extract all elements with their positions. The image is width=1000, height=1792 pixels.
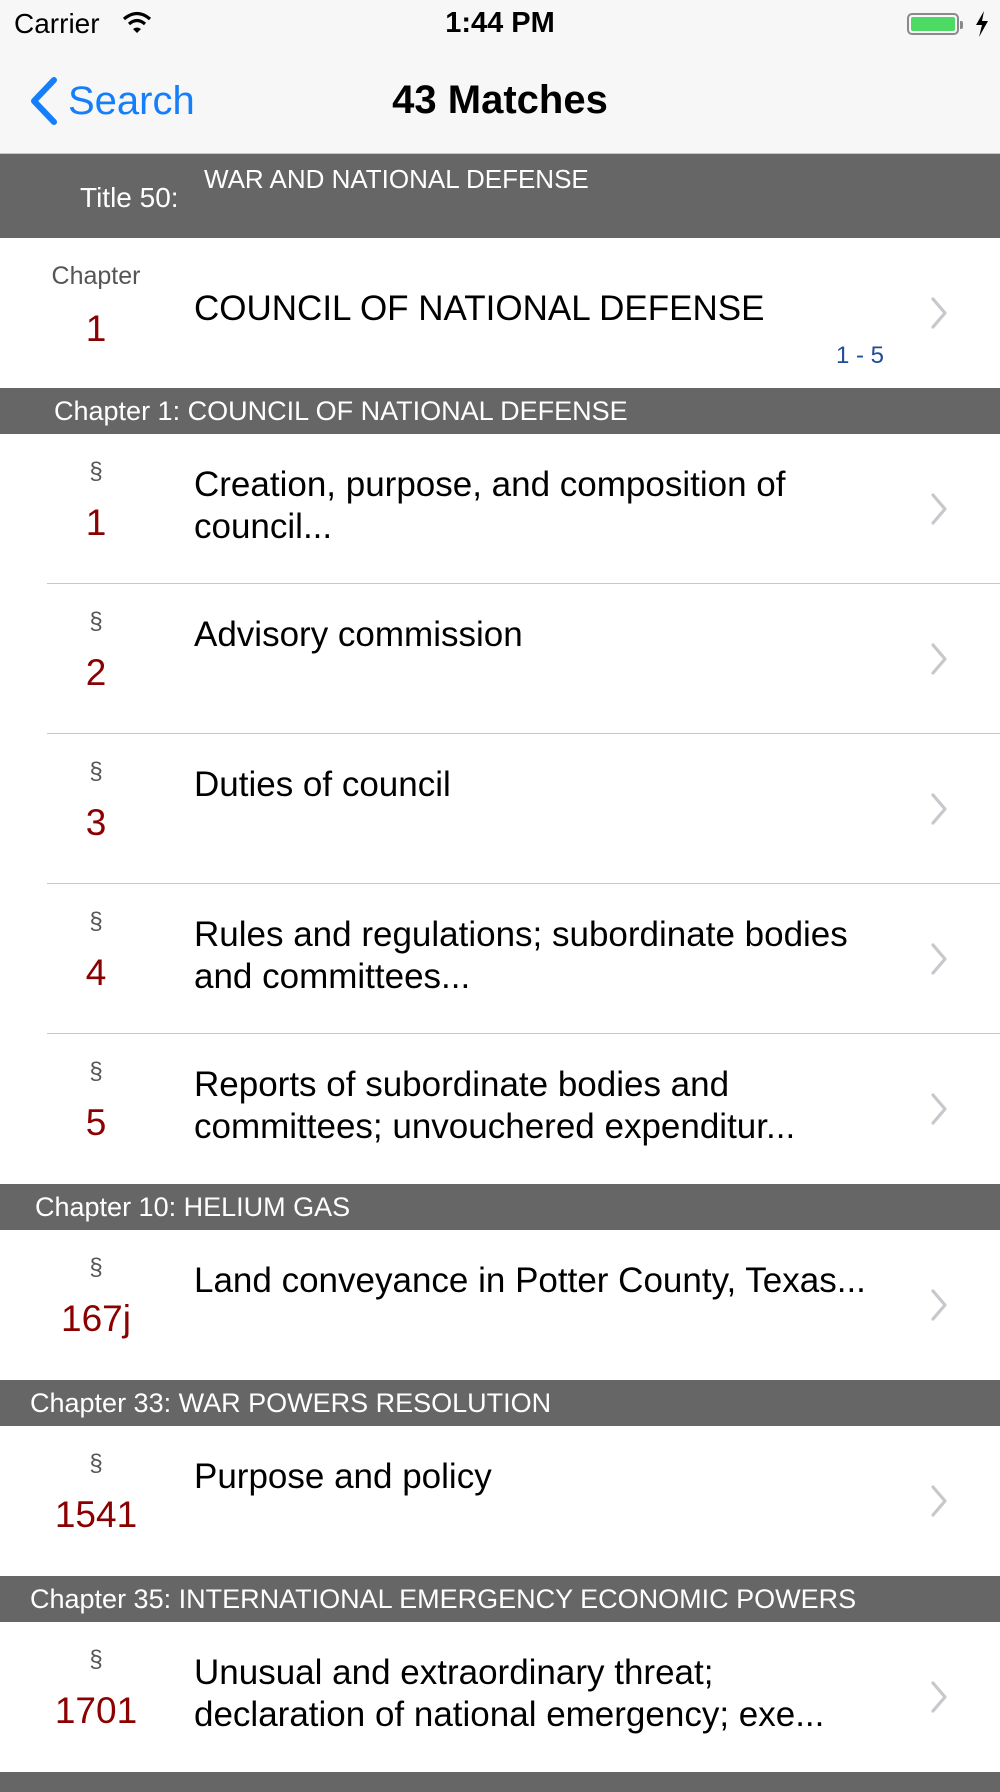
list-item[interactable] [0,884,1000,1034]
section-number: 1 [85,502,107,543]
list-item[interactable] [0,584,1000,734]
section-title: Unusual and extraordinary threat; declaration of national emergency; exe... [194,1653,825,1734]
list-item[interactable] [0,1230,1000,1380]
section-number: 3 [85,802,107,843]
section-header-label: Chapter 1: COUNCIL OF NATIONAL DEFENSE [54,396,628,426]
section-symbol: § [89,1254,103,1281]
section-symbol: § [89,1646,103,1673]
section-range: 1 - 5 [836,342,885,369]
chevron-right-icon [930,296,948,330]
carrier-label: Carrier [14,8,100,39]
list-item[interactable] [0,734,1000,884]
section-symbol: § [89,458,103,485]
section-symbol: § [89,608,103,635]
chevron-right-icon [930,642,948,676]
list-item[interactable] [0,1034,1000,1184]
section-title: Advisory commission [194,615,523,654]
results-list[interactable] [0,154,1000,1792]
list-item[interactable] [0,434,1000,584]
chevron-right-icon [930,1680,948,1714]
chevron-right-icon [930,1484,948,1518]
section-title: Rules and regulations; subordinate bodies and committees... [194,915,848,996]
chapter-number: 1 [85,308,107,349]
section-title: Purpose and policy [194,1457,492,1496]
section-symbol: § [89,1450,103,1477]
navigation-bar [0,50,1000,154]
chapter-row[interactable] [0,238,1000,388]
chapter-label: Chapter [51,262,141,290]
section-number: 4 [85,952,107,993]
clock: 1:44 PM [445,7,555,39]
battery-icon [907,13,959,35]
title-header-label: Title 50: [80,182,179,213]
chapter-title: COUNCIL OF NATIONAL DEFENSE [194,289,765,328]
section-number: 1541 [54,1494,138,1535]
chevron-right-icon [930,492,948,526]
section-symbol: § [89,908,103,935]
section-title: Land conveyance in Potter County, Texas... [194,1261,866,1300]
section-header [0,1576,1000,1622]
page-title: 43 Matches [392,78,608,122]
section-number: 2 [85,652,107,693]
section-header-label: Chapter 33: WAR POWERS RESOLUTION [30,1388,552,1418]
section-number: 1701 [54,1690,138,1731]
back-button-label: Search [68,78,195,123]
chevron-right-icon [930,1092,948,1126]
section-number: 167j [61,1298,131,1339]
status-bar [0,0,1000,50]
title-header-value: WAR AND NATIONAL DEFENSE [204,164,589,194]
title-header [0,154,1000,238]
section-number: 5 [85,1102,107,1143]
charging-bolt-icon [974,11,990,37]
section-title: Duties of council [194,765,451,804]
chevron-right-icon [930,792,948,826]
section-header-label: Chapter 35: INTERNATIONAL EMERGENCY ECONOMIC POWERS [30,1584,857,1614]
next-section-header-edge [0,1772,1000,1792]
list-item[interactable] [0,1426,1000,1576]
section-symbol: § [89,1058,103,1085]
chevron-right-icon [930,942,948,976]
section-title: Reports of subordinate bodies and committees; unvouchered expenditur... [194,1065,796,1146]
section-header [0,1380,1000,1426]
section-title: Creation, purpose, and composition of council... [194,465,786,546]
section-header-label: Chapter 10: HELIUM GAS [35,1192,351,1222]
section-header [0,1184,1000,1230]
chevron-right-icon [930,1288,948,1322]
list-item[interactable] [0,1622,1000,1772]
section-header [0,388,1000,434]
section-symbol: § [89,758,103,785]
